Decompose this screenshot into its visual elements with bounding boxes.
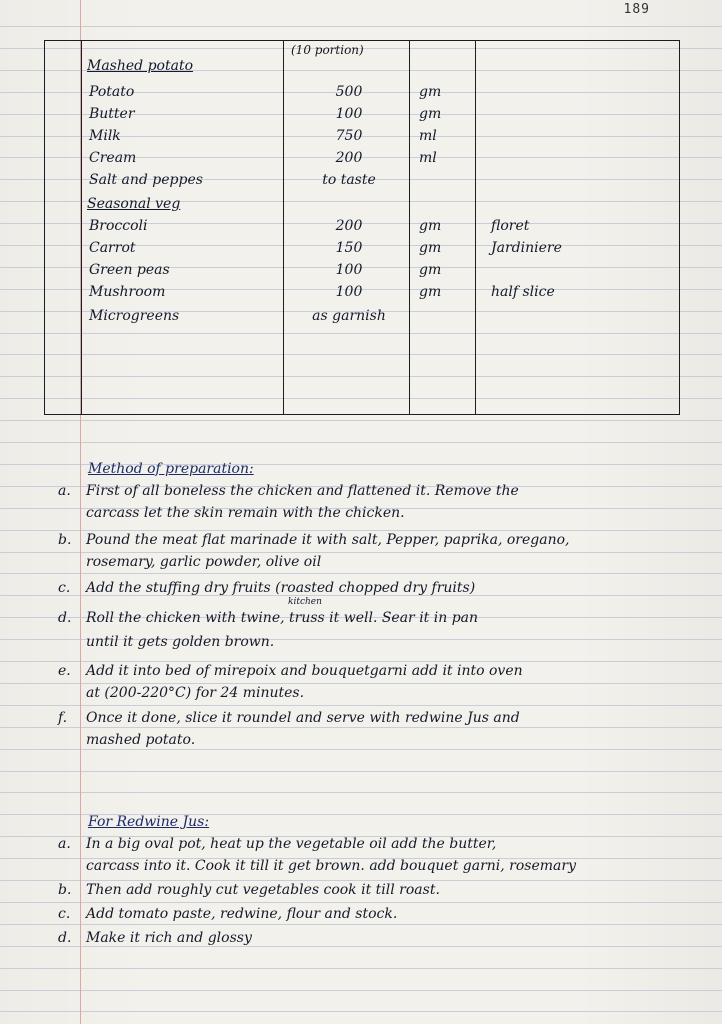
table-row: [45, 103, 681, 125]
table-row: [45, 259, 681, 281]
portion-note: (10 portion): [291, 43, 364, 57]
method-line: Add tomato paste, redwine, flour and stock.: [86, 906, 398, 922]
method-line: rosemary, garlic powder, olive oil: [86, 554, 322, 570]
ruled-line: [0, 420, 722, 421]
table-row: [45, 237, 681, 259]
method-line: First of all boneless the chicken and flattened it. Remove the: [86, 483, 519, 499]
ruled-line: [0, 26, 722, 27]
table-row: [45, 55, 681, 77]
ruled-line: [0, 573, 722, 574]
step-marker: a.: [58, 836, 71, 852]
step-marker: a.: [58, 483, 71, 499]
ingredient-name: Salt and peppes: [89, 172, 203, 188]
ingredient-note: floret: [491, 218, 530, 234]
method-line: carcass into it. Cook it till it get brown. add bouquet garni, rosemary: [86, 858, 576, 874]
ingredient-name: Green peas: [89, 262, 170, 278]
ingredient-table: [44, 40, 680, 415]
table-row: [45, 281, 681, 303]
ingredient-qty: 200: [335, 150, 363, 166]
ingredient-qty: as garnish: [312, 308, 386, 324]
ingredient-name: Carrot: [89, 240, 136, 256]
ingredient-name: Potato: [89, 84, 135, 100]
ingredient-unit: ml: [419, 150, 437, 166]
ingredient-qty: to taste: [322, 172, 376, 188]
ingredient-note: Jardiniere: [491, 240, 562, 256]
method-line: Roll the chicken with twine, truss it well. Sear it in pan: [86, 610, 479, 626]
table-row: [45, 305, 681, 327]
ruled-line: [0, 968, 722, 969]
step-marker: e.: [58, 663, 71, 679]
step-marker: c.: [58, 580, 71, 596]
ingredient-name: Milk: [89, 128, 121, 144]
ingredient-qty: 150: [335, 240, 363, 256]
ruled-line: [0, 792, 722, 793]
step-marker: b.: [58, 532, 72, 548]
ingredient-unit: gm: [419, 284, 442, 300]
page-number: 189: [623, 2, 650, 17]
ruled-line: [0, 442, 722, 443]
ingredient-name: Microgreens: [89, 308, 180, 324]
ingredient-unit: gm: [419, 218, 442, 234]
method-line: Add the stuffing dry fruits (roasted chopped dry fruits): [86, 580, 476, 596]
method-line: at (200-220°C) for 24 minutes.: [86, 685, 305, 701]
step-marker: b.: [58, 882, 72, 898]
ruled-line: [0, 1011, 722, 1012]
method-line: mashed potato.: [86, 732, 196, 748]
method-line: Then add roughly cut vegetables cook it till roast.: [86, 882, 440, 898]
ingredient-name: Mashed potato: [87, 58, 193, 74]
ingredient-qty: 100: [335, 262, 363, 278]
ingredient-name: Broccoli: [89, 218, 148, 234]
table-row: [45, 147, 681, 169]
ingredient-name: Mushroom: [89, 284, 166, 300]
ingredient-unit: gm: [419, 106, 442, 122]
ingredient-qty: 100: [335, 106, 363, 122]
ruled-line: [0, 771, 722, 772]
method-line: Make it rich and glossy: [86, 930, 252, 946]
table-row: [45, 193, 681, 215]
ingredient-unit: ml: [419, 128, 437, 144]
step-marker: f.: [58, 710, 68, 726]
table-row: [45, 125, 681, 147]
ingredient-name: Butter: [89, 106, 135, 122]
ingredient-qty: 500: [335, 84, 363, 100]
method-line: Add it into bed of mirepoix and bouquetgarni add it into oven: [86, 663, 523, 679]
ruled-line: [0, 924, 722, 925]
method-line: Once it done, slice it roundel and serve with redwine Jus and: [86, 710, 520, 726]
ingredient-unit: gm: [419, 84, 442, 100]
ingredient-note: half slice: [491, 284, 555, 300]
ingredient-name: Seasonal veg: [87, 196, 181, 212]
step-marker: d.: [58, 930, 72, 946]
table-row: [45, 215, 681, 237]
method-line: carcass let the skin remain with the chicken.: [86, 505, 405, 521]
method-line: In a big oval pot, heat up the vegetable oil add the butter,: [86, 836, 497, 852]
table-row: [45, 81, 681, 103]
ingredient-unit: gm: [419, 262, 442, 278]
step-marker: d.: [58, 610, 72, 626]
ingredient-unit: gm: [419, 240, 442, 256]
ingredient-qty: 200: [335, 218, 363, 234]
method-line: Pound the meat flat marinade it with salt, Pepper, paprika, oregano,: [86, 532, 570, 548]
ingredient-qty: 100: [335, 284, 363, 300]
method-line: until it gets golden brown.: [86, 634, 275, 650]
ruled-line: [0, 705, 722, 706]
section-heading: For Redwine Jus:: [88, 814, 210, 830]
step-marker: c.: [58, 906, 71, 922]
ruled-line: [0, 990, 722, 991]
section-heading: Method of preparation:: [88, 461, 254, 477]
ingredient-name: Cream: [89, 150, 137, 166]
ruled-line: [0, 902, 722, 903]
ingredient-qty: 750: [335, 128, 363, 144]
table-row: [45, 169, 681, 191]
kitchen-insert-note: kitchen: [288, 597, 322, 607]
